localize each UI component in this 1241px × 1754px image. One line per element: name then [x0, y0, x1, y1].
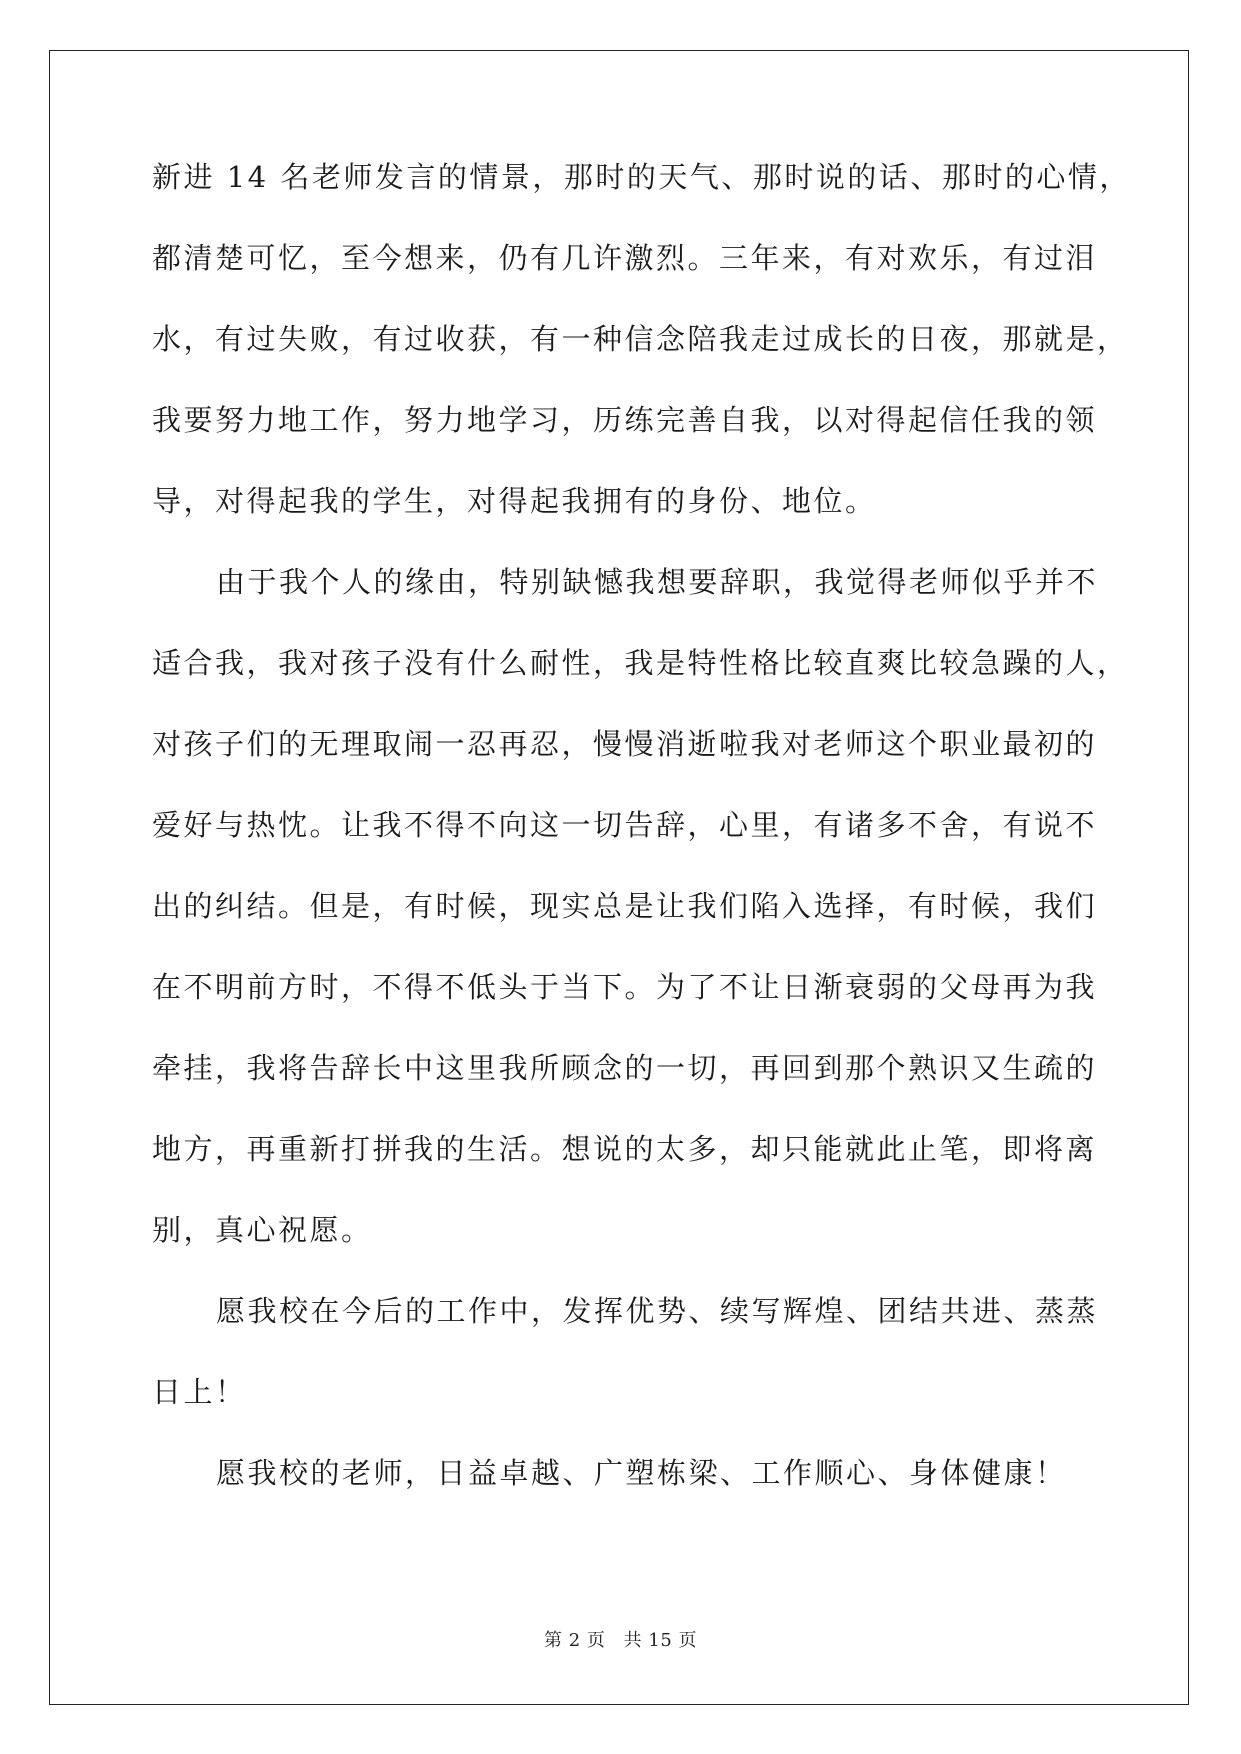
text-line: 出的纠结。但是，有时候，现实总是让我们陷入选择，有时候，我们 — [152, 889, 1098, 923]
text-line: 适合我，我对孩子没有什么耐性，我是特性格比较直爽比较急躁的人， — [152, 646, 1129, 680]
page-number: 第 2 页 — [544, 1630, 606, 1651]
text-line: 我要努力地工作，努力地学习，历练完善自我，以对得起信任我的领 — [152, 403, 1098, 437]
text-line: 导，对得起我的学生，对得起我拥有的身份、地位。 — [152, 484, 877, 518]
text-line: 爱好与热忱。让我不得不向这一切告辞，心里，有诸多不舍，有说不 — [152, 808, 1098, 842]
text-line: 新进 14 名老师发言的情景，那时的天气、那时说的话、那时的心情， — [152, 160, 1131, 194]
text-line: 水，有过失败，有过收获，有一种信念陪我走过成长的日夜，那就是， — [152, 322, 1129, 356]
text-line: 别，真心祝愿。 — [152, 1213, 373, 1247]
text-line: 在不明前方时，不得不低头于当下。为了不让日渐衰弱的父母再为我 — [152, 970, 1098, 1004]
text-line: 牵挂，我将告辞长中这里我所顾念的一切，再回到那个熟识又生疏的 — [152, 1051, 1098, 1085]
text-line: 地方，再重新打拼我的生活。想说的太多，却只能就此止笔，即将离 — [152, 1132, 1098, 1166]
paragraph-start-line: 由于我个人的缘由，特别缺憾我想要辞职，我觉得老师似乎并不 — [216, 565, 1099, 599]
text-line: 都清楚可忆，至今想来，仍有几许激烈。三年来，有对欢乐，有过泪 — [152, 241, 1098, 275]
text-line: 日上！ — [152, 1375, 247, 1409]
page-footer — [0, 1626, 1241, 1652]
text-line: 对孩子们的无理取闹一忍再忍，慢慢消逝啦我对老师这个职业最初的 — [152, 727, 1098, 761]
paragraph-start-line: 愿我校在今后的工作中，发挥优势、续写辉煌、团结共进、蒸蒸 — [216, 1294, 1099, 1328]
paragraph-start-line: 愿我校的老师，日益卓越、广塑栋梁、工作顺心、身体健康！ — [216, 1456, 1067, 1490]
document-body — [152, 160, 1131, 1537]
page-total: 共 15 页 — [623, 1630, 697, 1651]
